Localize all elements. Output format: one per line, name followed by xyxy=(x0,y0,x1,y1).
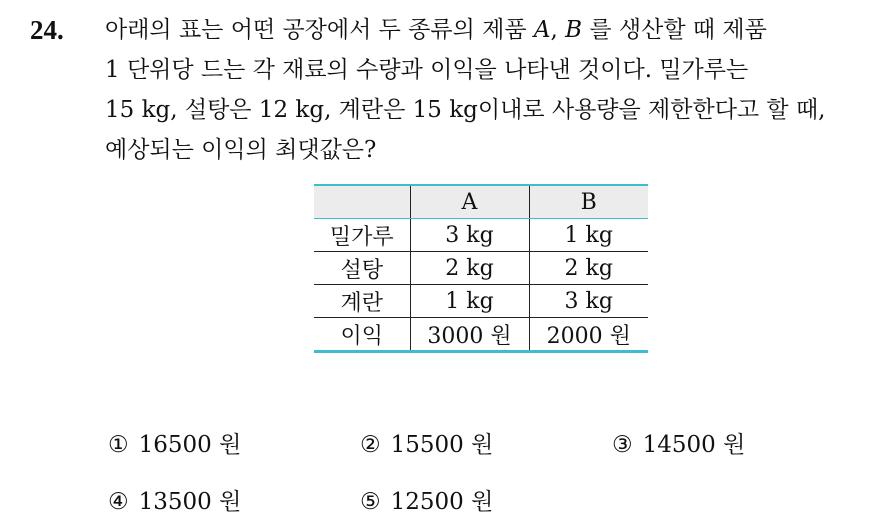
choice-value: 15500 원 xyxy=(390,432,494,458)
question-line-1 xyxy=(105,10,865,50)
table-row xyxy=(314,318,648,352)
table-cell: 계란 xyxy=(314,285,410,318)
table-row xyxy=(314,285,648,318)
table-cell: 3 kg xyxy=(410,219,529,252)
question-text-segment: , xyxy=(550,17,566,43)
choice-marker: ① xyxy=(108,432,129,458)
table-row xyxy=(314,219,648,252)
question-text xyxy=(105,10,865,170)
choice-4[interactable] xyxy=(108,482,241,522)
choice-value: 14500 원 xyxy=(642,432,746,458)
materials-table xyxy=(314,184,648,353)
table-cell: 설탕 xyxy=(314,252,410,285)
choice-value: 16500 원 xyxy=(138,432,242,458)
question-text-segment: 아래의 표는 어떤 공장에서 두 종류의 제품 xyxy=(105,17,534,43)
choice-marker: ⑤ xyxy=(360,489,381,515)
choice-value: 13500 원 xyxy=(138,489,242,515)
choice-2[interactable] xyxy=(360,425,493,465)
table-header-cell xyxy=(314,185,410,219)
choice-5[interactable] xyxy=(360,482,493,522)
product-a-label: A xyxy=(533,17,551,43)
choice-1[interactable] xyxy=(108,425,241,465)
product-b-label: B xyxy=(565,17,583,43)
table-cell: 3 kg xyxy=(529,285,648,318)
table-cell: 3000 원 xyxy=(410,318,529,352)
question-text-segment: 를 생산할 때 제품 xyxy=(582,17,767,43)
table-cell: 2 kg xyxy=(410,252,529,285)
question-line-4: 예상되는 이익의 최댓값은? xyxy=(105,137,377,163)
choice-value: 12500 원 xyxy=(390,489,494,515)
choice-marker: ③ xyxy=(612,432,633,458)
question-line-3: 15 kg, 설탕은 12 kg, 계란은 15 kg이내로 사용량을 제한한다고 할 때, xyxy=(105,97,826,123)
question-number: 24. xyxy=(30,15,64,45)
table-cell: 1 kg xyxy=(529,219,648,252)
choice-3[interactable] xyxy=(612,425,745,465)
table-row xyxy=(314,252,648,285)
table-cell: 2000 원 xyxy=(529,318,648,352)
choice-marker: ④ xyxy=(108,489,129,515)
table-header-cell: B xyxy=(529,185,648,219)
table-cell: 이익 xyxy=(314,318,410,352)
table-cell: 2 kg xyxy=(529,252,648,285)
choice-marker: ② xyxy=(360,432,381,458)
table-cell: 밀가루 xyxy=(314,219,410,252)
question-line-2: 1 단위당 드는 각 재료의 수량과 이익을 나타낸 것이다. 밀가루는 xyxy=(105,57,749,83)
table-header-row xyxy=(314,185,648,219)
table-cell: 1 kg xyxy=(410,285,529,318)
table-header-cell: A xyxy=(410,185,529,219)
